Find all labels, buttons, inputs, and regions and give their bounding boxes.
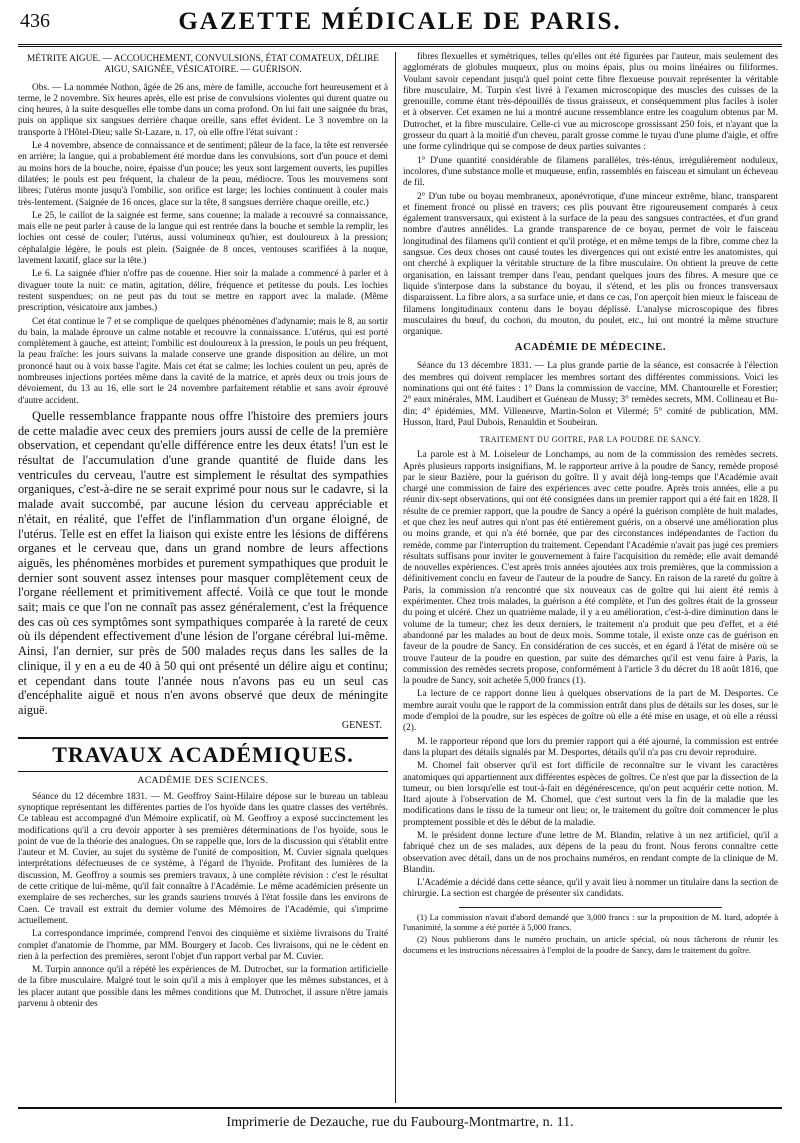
column-divider [395, 52, 396, 1103]
section-title: TRAVAUX ACADÉMIQUES. [18, 737, 388, 772]
continuation-paragraph: fibres flexuelles et symétriques, telles qu'elles ont été figurées par l'auteur, mais seulement des agglomérats de globules muqueux, plus ou moins épais, plus ou moins linéaires ou filiformes. Voulant savoir cependant jusqu'à quel point cette fibre flexueuse pouvait représenter la véritable fibre musculaire, M. Turpin s'est livré à l'examen microscopique des muscles des cuisses de la grenouille, comme étant très-dépouillés de tissus graisseux, et conséquemment plus faciles à isoler et à observer. Cet examen ne lui a montré aucune ressemblance entre les coagulum obtenus par M. Dutrochet, et la fibre musculaire. Celle-ci vue au microscope grossissant 250 fois, et n'ayant que la grosseur du quart à la moitié d'un cheveu, paraît grosse comme le tuyau d'une plume d'aigle, et offre une forme cylindrique qui se compose de deux parties suivantes : [403, 52, 778, 153]
left-column [18, 52, 388, 1103]
goitre-paragraph: La lecture de ce rapport donne lieu à quelques observations de la part de M. Desportes. Ce membre aurait voulu que le rapport de la commission entrât dans plus de détails sur les doses, sur le mode d'emploi de la poudre, sur les espèces de goître où elle a été mise en usage, et où elle a réussi (2). [403, 689, 778, 734]
footnote: (1) La commission n'avait d'abord demandé que 3,000 francs : sur la proposition de M. Itard, adoptée à l'unanimité, la somme a été portée à 5,000 francs. [403, 911, 778, 933]
header-rule [18, 44, 782, 47]
goitre-paragraph: L'Académie a décidé dans cette séance, qu'il y avait lieu à nommer un titulaire dans la section de chirurgie. La section est chargée de présenter six candidats. [403, 878, 778, 900]
page-number: 436 [20, 10, 50, 32]
author-signature: GENEST. [341, 719, 382, 731]
goitre-paragraph: La parole est à M. Loiseleur de Lonchamps, au nom de la commission des remèdes secrets. Après plusieurs rapports insignifians, M. le rapporteur arrive à la poudre de Sancy, remède proposé par le sieur Bazière, pour la guérison du goître. Il y avait déjà long-temps que l'Académie avait chargé une commission de faire des expériences avec cette poudre. Après trois années, elle a pu réunir dix-sept observations, qui ont été consignées dans un premier rapport qui a été fait en 1828. Il résulte de ce premier rapport, que la poudre de Sancy a opéré la guérison complète de huit malades, et que chez les neuf autres qui n'ont pas été entièrement guéris, on a observé une amélioration plus ou moins grande, et qui n'a été bornée, que par des circonstances indépendantes de l'action du remède, comme par l'interruption du traitement. Cependant l'Académie n'avait pas jugé ces premiers résultats suffisans pour inviter le gouvernement à faire l'acquisition du remède; elle avait demandé de nouvelles expériences. C'est après trois années ajoutées aux trois premières, que la commission a définitivement conclu en faveur de l'auteur de la poudre de Sancy. En raison de la rareté du goître à Paris, la commission n'a rencontré que six nouveaux cas de goître qui lui aient été remis à expérimenter. Chez trois malades, la guérison a été complète, et l'un des goîtres était de la grosseur du poing et ulcéré. Chez un quatrième malade, il y a eu amélioration, c'est-à-dire diminution dans le volume de la tumeur; chez les deux derniers, le traitement n'a produit que peu d'effet, et a été abandonné par les malades au bout de deux mois. Somme totale, il existe onze cas de guérison en faveur de la poudre de Sancy. En considération de ces succès, et en égard à l'état de misère où se trouve l'auteur de la poudre en question, par suite des démarches qu'il est venu faire à Paris, la commission des remèdes secrets propose, conformément à l'article 3 du décret du 18 août 1816, que la poudre de Sancy, soit achetée 5,000 francs (1). [403, 450, 778, 687]
academy-paragraph: La correspondance imprimée, comprend l'envoi des cinquième et sixième livraisons du Traité complet d'anatomie de l'homme, par MM. Bourgery et Jacob. Ces livraisons, qui ne le cèdent en rien à la perfection des premières, seront l'objet d'un rapport verbal par M. Cuvier. [18, 929, 388, 962]
academy-paragraph: Séance du 12 décembre 1831. — M. Geoffroy Saint-Hilaire dépose sur le bureau un tableau synoptique représentant les différentes parties de l'os hyoïde dans les quatre classes des vertébrés. Ce tableau est accompagné d'un Mémoire explicatif, où M. Geoffroy a exposé succinctement les modifications qu'il a cru devoir apporter à ses premières déterminations de l'os hyoïde, sous le point de vue de la théorie des analogues. On se rappelle que, lors de la discussion qui s'établit entre l'auteur et M. Cuvier, au sujet du système de l'unité de composition, M. Cuvier signala quelques interprétations défectueuses de ce système, à l'égard de l'hyoïde. Profitant des lumières de la discussion, M. Geoffroy a soumis ses premiers travaux, à une complète révision : c'est le résultat de cette critique de lui-même, qu'il fait connaître à l'Académie. Le même académicien présente un exemplaire de ses recherches, sur les grands sauriens trouvés à l'état fossile dans les environs de Caen. Ce travail est extrait du dernier volume des Mémoires de l'Académie, qui s'imprime actuellement. [18, 791, 388, 926]
right-column [403, 52, 778, 1103]
page-footer [18, 1107, 782, 1137]
case-paragraph: Obs. — La nommée Nothon, âgée de 26 ans, mère de famille, accouche fort heureusement et à terme, le 2 novembre. Six heures après, elle est prise de convulsions violentes qui durent quatre ou cinq heures, à la suite desquelles elle tombe dans un coma profond. On lui fait une saignée du bras, puis on applique six sangsues derrière chaque oreille, sans effet évident. Le 3 novembre on la transporte à l'Hôtel-Dieu; salle St-Lazare, n. 17, où elle offre l'état suivant : [18, 82, 388, 138]
printer-imprint: Imprimerie de Dezauche, rue du Faubourg-Montmartre, n. 11. [226, 1115, 574, 1130]
case-paragraph: Le 4 novembre, absence de connaissance et de sentiment; pâleur de la face, la tête est renversée en arrière; la langue, qui a probablement été mordue dans les convulsions, sort d'un pouce et demi au moins hors de la bouche, noire, épaisse d'un pouce; les yeux sont largement ouverts, les pupilles dilatées; le pouls est peu fréquent, la chaleur de la peau, médiocre. Tous les mouvemens sont libres; l'utérus monte jusqu'à l'ombilic, son orifice est large; les lochies continuent à couler mais très-lentement. (Saignée de 16 onces, glace sur la tête, 8 sangsues derrière chaque oreille, etc.) [18, 141, 388, 208]
academy-sciences-title: ACADÉMIE DES SCIENCES. [137, 775, 269, 786]
newspaper-title: GAZETTE MÉDICALE DE PARIS. [178, 8, 622, 35]
case-paragraph: Cet état continue le 7 et se complique de quelques phénomènes d'adynamie; mais le 8, au sortir du bain, la malade éprouve un calme notable et recouvre la connaissance. L'utérus, qui est porté complètement à gauche, est atteint; l'ombilic est douloureux à la pression, le pouls un peu fréquent, la peau fraîche: les jours suivans la malade conserve une grande disposition au délire, un mot prononcé haut ou à voix basse l'agite. Mais cet état se calme; les lochies coulent un peu, après de nombreuses injections portées même dans la cavité de la matrice, et après deux ou trois jours de dévoiement, du 13 au 16, elle sort le 24 novembre parfaitement rétablie et sans avoir éprouvé d'autre accident. [18, 316, 388, 406]
case-paragraph: Le 25, le caillot de la saignée est ferme, sans couenne; la malade a recouvré sa connaissance, mais elle ne peut parler à cause de la langue qui est rentrée dans la bouche et semble la remplir, les lochies ont cessé de couler; l'utérus, aussi volumineux qu'hier, est douloureux à la pression; céphalalgie légère, le pouls est plein. (Saignée de 8 onces, ventouses scarifiées à la nuque, lavement laxatif, glace sur la tête.) [18, 210, 388, 267]
medecine-paragraph: Séance du 13 décembre 1831. — La plus grande partie de la séance, est consacrée à l'élection des membres qui doivent remplacer les membres sortant des différentes commissions. Voici les nominations qui ont été faites : 1° Dans la commission de vaccine, MM. Chantourelle et Forestier; 2° eaux minérales, MM. Laudibert et Guéneau de Mussy; 3° remèdes secrets, MM. Collineau et Bu-din; 4° épidémies, MM. Villeneuve, Martin-Solon et Vilermé; 5° comité de publication, MM. Husson, Itard, Paul Dubois, Renauldin et Soubeiran. [403, 361, 778, 428]
goitre-title: TRAITEMENT DU GOITRE, PAR LA POUDRE DE SANCY. [479, 435, 702, 445]
goitre-paragraph: M. Chomel fait observer qu'il est fort difficile de reconnaître sur le vivant les caractères anatomiques qui appartiennent aux différentes espèces de goîtres. Ce n'est que par la dissection de la tumeur, ou bien lorsqu'elle est tout-à-fait en dégénérescence, qu'on peut acquérir cette notion. M. Itard ajoute à l'observation de M. Chomel, que c'est surtout vers la fin de la maladie que les modifications dans le tissu de la tumeur ont lieu; or, le traitement du goître doit commencer le plus promptement possible et dès le début de la maladie. [403, 761, 778, 828]
goitre-paragraph: M. le rapporteur répond que lors du premier rapport qui a été ajourné, la commission est entrée dans la plupart des détails signalés par M. Desportes, détails qu'il n'a pas cru devoir reproduire. [403, 736, 778, 758]
goitre-paragraph: M. le président donne lecture d'une lettre de M. Blandin, relative à un nez artificiel, qu'il a fabriqué chez un de ses malades, aux dépens de la peau du front. Nous ferons connaître cette observation avec détail, dans un de nos prochains numéros, en rendant compte de la clinique de M. Blandin. [403, 831, 778, 875]
academy-medecine-title: ACADÉMIE DE MÉDECINE. [514, 342, 667, 354]
academy-paragraph: M. Turpin annonce qu'il a répété les expériences de M. Dutrochet, sur la formation artificielle de la fibre musculaire. Malgré tout le soin qu'il a mis à employer que les mêmes substances, et à les placer autant que possible dans les mêmes conditions que M. Dutrochet, il assure n'être jamais parvenu à obtenir des [18, 965, 388, 1010]
commentary-paragraph: Quelle ressemblance frappante nous offre l'histoire des premiers jours de cette maladie avec ceux des premiers jours aussi de celle de la première observation, et cependant qu'elle différence entre les deux états! l'un est le résultat de l'accumulation d'une grande quantité de fluide dans les ventricules du cerveau, l'autre est simplement le résultat des sympathies organiques, c'est-à-dire ne se serait exprimé pour nous sur le cadavre, si la malade avait succombé, par aucune lésion du cerveau appréciable et n'était, en réalité, que l'effet de l'inflammation d'un organe éloigné, de l'utérus. Telle est en effet la liaison qui existe entre les lésions de différens organes et le cerveau que, dans un grand nombre de leurs affections aiguës, les phénomènes morbides et purement sympathiques que produit le dernier sont souvent assez intenses pour masquer complètement ceux de l'organe réellement et primitivement affecté. Voilà ce que tout le monde sait; mais ce que l'on ne connaît pas assez généralement, c'est la fréquence des cas où ces symptômes sont sympathiques comparée à la rareté de ceux où ils dépendent effectivement d'une lésion de l'organe cérébral lui-même. Ainsi, l'an dernier, sur près de 500 malades reçus dans les salles de la clinique, il y en a eu de 40 à 50 qui ont présenté un délire aigu et continu; et cependant dans toute l'année nous n'avons pas eu un seul cas d'encéphalite aiguë et nous n'en avons observé que deux de méningite aiguë. [18, 408, 388, 717]
footnote-rule [459, 907, 722, 908]
case-paragraph: Le 6. La saignée d'hier n'offre pas de couenne. Hier soir la malade a commencé à parler et à divaguer toute la nuit: ce matin, agitation, délire, fréquence et petitesse du pouls. Les lochies restent suspendues; on ne peut pas du tout se mettre en rapport avec la malade. (Même prescription, vésicatoire aux jambes.) [18, 269, 388, 314]
continuation-paragraph: 2° D'un tube ou boyau membraneux, aponévrotique, d'une minceur extrême, blanc, transparent et finement froncé ou plissé en travers; ces plis pouvant être rigoureusement comparés à ceux également transversaux, qui existent à la surface de la peau des sangsues contractées, et d'un grand nombre d'autres annélides. La grande transparence de ce boyau, permet de voir le faisceau longitudinal des filamens qu'il contient et qu'il protège, et en même temps de la fibre, comme chez la sangsue. Ces deux choses ont causé toutes les divergences qui ont existé entre les anatomistes, qui ont cherché à expliquer la véritable structure de la fibre musculaire. On obtient la preuve de cette organisation, en laissant tremper dans l'eau, pendant quelques jours des fibres. A mesure que ce liquide s'interpose dans la substance du boyau, il s'étend, et les plis ou fronces transversaux disparaissent. La fibre alors, a sa surface unie, et dans ce cas, l'on aperçoit bien mieux le faisceau de filamens longitudinaux contenu dans le boyau déplissé. L'analyse microscopique des fibres musculaires du bœuf, du cochon, du mouton, du poulet, etc., lui ont montré la même structure organique. [403, 191, 778, 338]
case-heading: MÉTRITE AIGUE. — ACCOUCHEMENT, CONVULSIONS, ÉTAT COMATEUX, DÉLIRE AIGU, SAIGNÉE, VÉSICATOIRE. — GUÉRISON. [27, 54, 379, 76]
page-header [18, 8, 782, 44]
continuation-paragraph: 1° D'une quantité considérable de filamens parallèles, très-ténus, irrégulièrement noduleux, incolores, d'une substance molle et muqueuse, enfin, rassemblés en faisceau et simulant un écheveau de fil. [403, 155, 778, 189]
footnote: (2) Nous publierons dans le numéro prochain, un article spécial, où nous tâcherons de réunir les documens et les instructions nécessaires à l'emploi de la poudre de Sancy, dans le traitement du goître. [403, 934, 778, 955]
